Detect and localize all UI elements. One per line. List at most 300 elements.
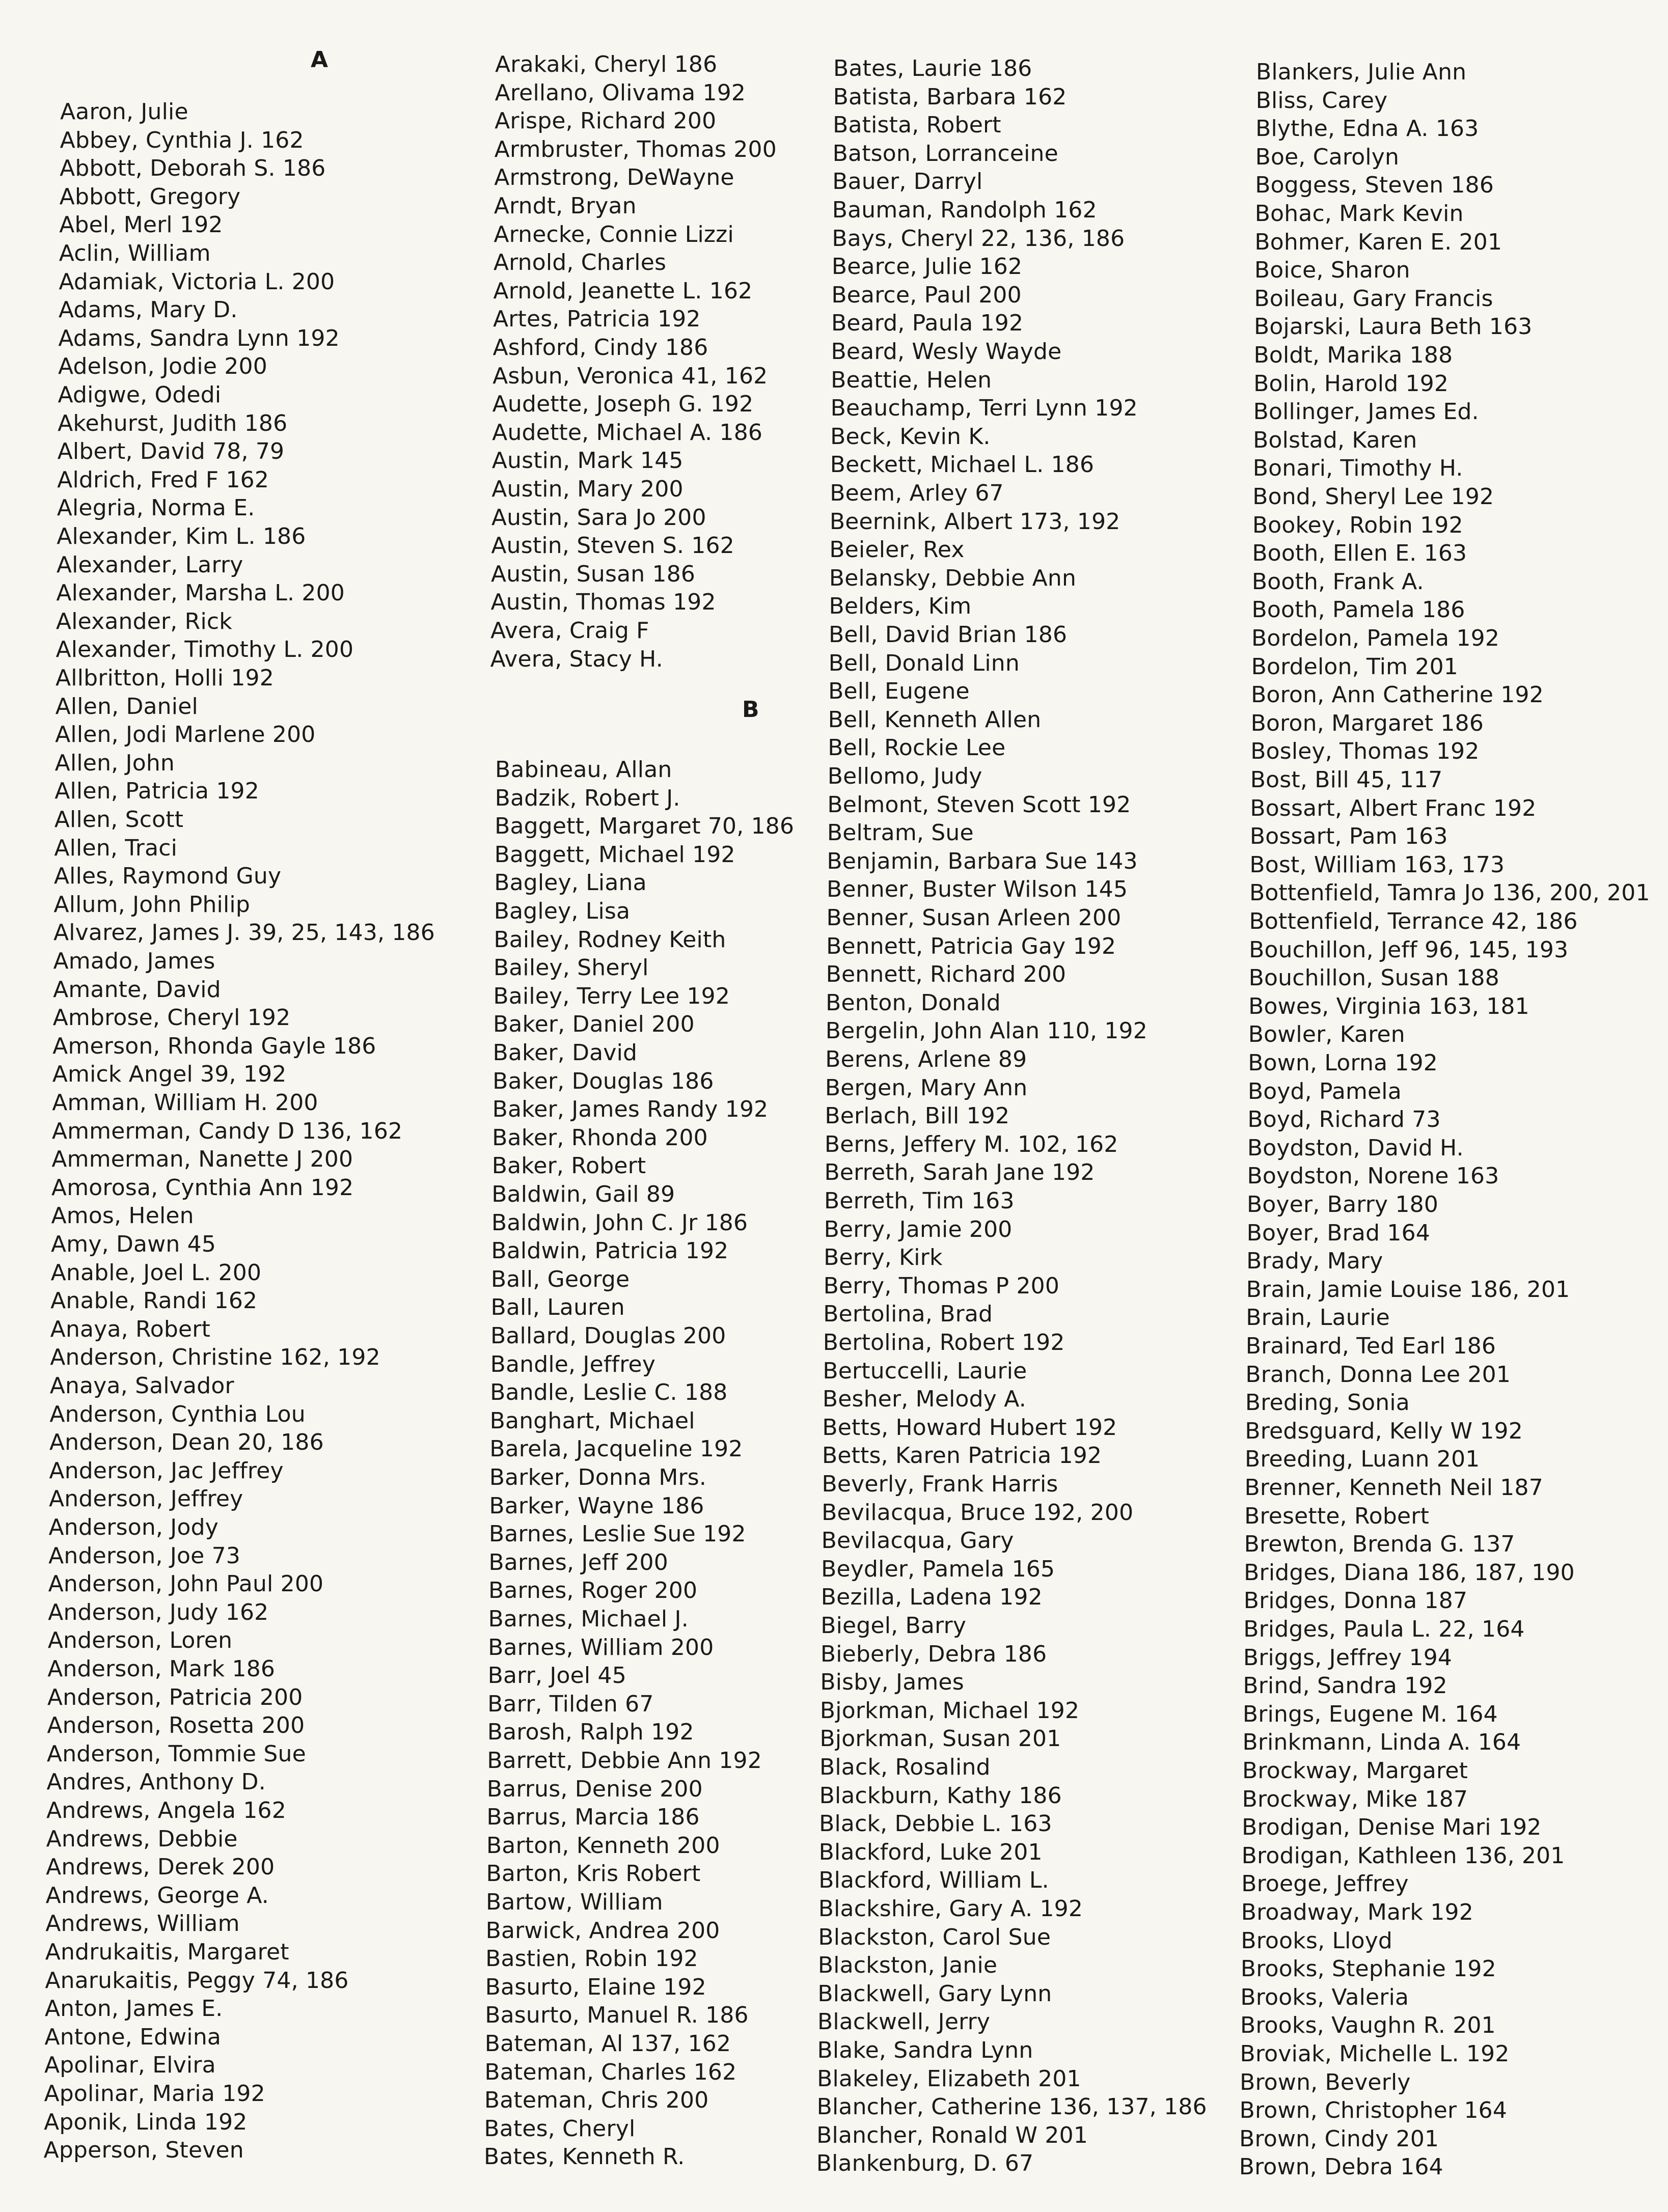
index-entry: Booth, Frank A. <box>1251 568 1424 595</box>
index-entry: Bailey, Rodney Keith <box>494 926 726 953</box>
index-entry: Barnes, Jeff 200 <box>488 1549 668 1575</box>
index-entry: Bagley, Lisa <box>494 898 631 924</box>
index-entry: Aponik, Linda 192 <box>44 2109 248 2135</box>
index-entry: Anderson, Cynthia Lou <box>49 1401 306 1427</box>
index-entry: Brooks, Stephanie 192 <box>1240 1956 1496 1982</box>
index-entry: Andres, Anthony D. <box>46 1769 266 1795</box>
index-entry: Bonari, Timothy H. <box>1252 455 1463 482</box>
index-entry: Barton, Kris Robert <box>486 1861 701 1887</box>
index-entry: Beieler, Rex <box>829 537 965 563</box>
index-entry: Basurto, Elaine 192 <box>485 1974 706 2000</box>
index-entry: Bond, Sheryl Lee 192 <box>1252 484 1494 510</box>
index-entry: Bjorkman, Susan 201 <box>819 1726 1061 1752</box>
index-entry: Barnes, Roger 200 <box>488 1578 698 1604</box>
index-entry: Bastien, Robin 192 <box>485 1946 698 1972</box>
index-entry: Anarukaitis, Peggy 74, 186 <box>45 1967 349 1994</box>
index-entry: Bresette, Robert <box>1244 1503 1430 1529</box>
index-entry: Boyer, Barry 180 <box>1247 1192 1439 1218</box>
index-entry: Beard, Paula 192 <box>831 310 1024 337</box>
index-entry: Broviak, Michelle L. 192 <box>1240 2041 1510 2067</box>
index-entry: Beauchamp, Terri Lynn 192 <box>830 395 1138 422</box>
index-entry: Beernink, Albert 173, 192 <box>829 508 1120 535</box>
index-entry: Bartow, William <box>486 1889 663 1915</box>
index-column-2 <box>483 0 841 2212</box>
index-entry: Bays, Cheryl 22, 136, 186 <box>832 225 1125 252</box>
index-entry: Asbun, Veronica 41, 162 <box>493 363 768 389</box>
index-entry: Arispe, Richard 200 <box>495 108 717 134</box>
index-entry: Adams, Mary D. <box>58 297 238 323</box>
index-entry: Allum, John Philip <box>53 891 250 918</box>
index-entry: Benjamin, Barbara Sue 143 <box>827 848 1138 874</box>
section-header-a: A <box>311 47 329 73</box>
index-entry: Bohac, Mark Kevin <box>1254 201 1464 227</box>
index-entry: Breding, Sonia <box>1245 1390 1410 1416</box>
index-entry: Bowler, Karen <box>1248 1021 1405 1048</box>
index-entry: Berens, Arlene 89 <box>825 1046 1027 1072</box>
index-entry: Bearce, Paul 200 <box>831 282 1022 308</box>
index-entry: Ballard, Douglas 200 <box>490 1323 726 1349</box>
index-entry: Barker, Donna Mrs. <box>489 1464 707 1490</box>
index-entry: Black, Debbie L. 163 <box>819 1811 1052 1837</box>
index-entry: Brooks, Vaughn R. 201 <box>1240 2012 1496 2039</box>
index-entry: Anable, Joel L. 200 <box>50 1259 262 1286</box>
index-entry: Boydston, David H. <box>1247 1135 1464 1161</box>
index-entry: Bohmer, Karen E. 201 <box>1254 229 1502 255</box>
index-entry: Andrukaitis, Margaret <box>45 1939 289 1965</box>
index-entry: Adamiak, Victoria L. 200 <box>59 268 335 295</box>
index-entry: Austin, Thomas 192 <box>490 589 716 616</box>
index-entry: Boyer, Brad 164 <box>1246 1220 1430 1246</box>
index-entry: Blake, Sandra Lynn <box>817 2037 1033 2063</box>
index-entry: Amman, William H. 200 <box>52 1090 318 1116</box>
index-entry: Bates, Laurie 186 <box>833 56 1032 81</box>
index-entry: Brown, Christopher 164 <box>1239 2097 1508 2124</box>
index-entry: Broege, Jeffrey <box>1241 1871 1409 1897</box>
index-entry: Bridges, Diana 186, 187, 190 <box>1244 1559 1575 1586</box>
index-entry: Andrews, Angela 162 <box>46 1798 286 1823</box>
index-entry: Beem, Arley 67 <box>830 480 1004 506</box>
index-entry: Bisby, James <box>820 1669 964 1696</box>
index-entry: Bottenfield, Tamra Jo 136, 200, 201 <box>1249 880 1650 906</box>
section-header-b: B <box>742 697 759 723</box>
index-entry: Bolin, Harold 192 <box>1253 370 1449 397</box>
index-entry: Boydston, Norene 163 <box>1247 1163 1499 1190</box>
index-entry: Bateman, Al 137, 162 <box>484 2031 731 2057</box>
index-entry: Bojarski, Laura Beth 163 <box>1253 314 1533 340</box>
index-entry: Aldrich, Fred F 162 <box>57 466 269 493</box>
index-entry: Bordelon, Pamela 192 <box>1251 625 1500 651</box>
index-entry: Ball, George <box>490 1266 630 1292</box>
index-entry: Anderson, Rosetta 200 <box>47 1712 305 1739</box>
index-entry: Baker, Douglas 186 <box>493 1068 714 1094</box>
index-entry: Armstrong, DeWayne <box>494 164 734 191</box>
index-entry: Blankers, Julie Ann <box>1256 59 1467 85</box>
index-entry: Abel, Merl 192 <box>59 212 223 238</box>
index-entry: Bell, David Brian 186 <box>829 622 1068 648</box>
index-entry: Bookey, Robin 192 <box>1252 512 1463 538</box>
index-entry: Belders, Kim <box>829 593 972 620</box>
index-entry: Brenner, Kenneth Neil 187 <box>1244 1475 1543 1501</box>
index-entry: Blackburn, Kathy 186 <box>819 1782 1062 1809</box>
index-entry: Bossart, Pam 163 <box>1249 823 1448 850</box>
index-entry: Brain, Jamie Louise 186, 201 <box>1246 1276 1570 1303</box>
index-entry: Ammerman, Nanette J 200 <box>51 1146 353 1173</box>
index-entry: Booth, Ellen E. 163 <box>1252 540 1467 567</box>
index-entry: Bertolina, Brad <box>823 1301 993 1328</box>
index-entry: Anderson, Joe 73 <box>48 1542 240 1569</box>
index-entry: Boggess, Steven 186 <box>1255 172 1494 199</box>
index-entry: Anaya, Salvador <box>49 1373 234 1399</box>
index-entry: Apolinar, Maria 192 <box>44 2081 265 2107</box>
index-entry: Branch, Donna Lee 201 <box>1245 1361 1511 1388</box>
index-entry: Anderson, Judy 162 <box>48 1599 269 1625</box>
index-entry: Booth, Pamela 186 <box>1251 597 1465 623</box>
index-entry: Ambrose, Cheryl 192 <box>52 1005 291 1031</box>
index-entry: Andrews, Debbie <box>46 1826 238 1852</box>
index-entry: Blackford, William L. <box>818 1867 1049 1894</box>
index-entry: Baldwin, Patricia 192 <box>491 1238 729 1264</box>
index-entry: Bell, Eugene <box>828 678 970 705</box>
index-entry: Baker, David <box>493 1040 638 1066</box>
index-entry: Anderson, Patricia 200 <box>47 1684 303 1710</box>
index-entry: Bliss, Carey <box>1255 87 1388 114</box>
index-entry: Anderson, Jody <box>48 1514 218 1540</box>
index-entry: Briggs, Jeffrey 194 <box>1243 1644 1453 1671</box>
index-entry: Brockway, Mike 187 <box>1242 1786 1468 1812</box>
index-entry: Alexander, Kim L. 186 <box>57 523 306 549</box>
index-entry: Arellano, Olivama 192 <box>495 79 746 106</box>
index-entry: Bertolina, Robert 192 <box>823 1330 1065 1356</box>
index-entry: Audette, Joseph G. 192 <box>492 391 754 418</box>
index-entry: Artes, Patricia 192 <box>493 306 701 333</box>
index-entry: Bell, Kenneth Allen <box>828 706 1042 733</box>
index-entry: Anderson, Christine 162, 192 <box>50 1344 380 1371</box>
index-entry: Arnecke, Connie Lizzi <box>494 221 734 247</box>
index-entry: Albert, David 78, 79 <box>57 438 285 465</box>
index-entry: Austin, Sara Jo 200 <box>491 504 706 531</box>
index-entry: Austin, Mary 200 <box>491 476 683 502</box>
index-entry: Boron, Margaret 186 <box>1250 710 1484 736</box>
index-entry: Brind, Sandra 192 <box>1243 1673 1447 1699</box>
index-entry: Baker, Daniel 200 <box>493 1011 695 1038</box>
index-entry: Brown, Cindy 201 <box>1239 2125 1439 2152</box>
index-entry: Blakeley, Elizabeth 201 <box>817 2065 1081 2092</box>
index-entry: Amante, David <box>53 976 221 1003</box>
index-entry: Basurto, Manuel R. 186 <box>485 2002 749 2029</box>
index-entry: Austin, Susan 186 <box>490 561 696 587</box>
index-entry: Beydler, Pamela 165 <box>821 1556 1055 1582</box>
index-column-4 <box>1239 0 1663 2212</box>
index-entry: Bottenfield, Terrance 42, 186 <box>1249 908 1578 934</box>
index-entry: Allen, Jodi Marlene 200 <box>55 722 316 748</box>
index-entry: Brooks, Lloyd <box>1241 1927 1393 1954</box>
index-entry: Baker, Robert <box>491 1153 646 1179</box>
index-entry: Bost, Bill 45, 117 <box>1250 767 1443 793</box>
index-entry: Anderson, John Paul 200 <box>48 1571 324 1597</box>
index-entry: Broadway, Mark 192 <box>1241 1899 1473 1925</box>
index-entry: Avera, Stacy H. <box>490 646 663 672</box>
index-entry: Anderson, Dean 20, 186 <box>49 1429 324 1456</box>
index-entry: Black, Rosalind <box>819 1754 991 1780</box>
index-entry: Allen, Scott <box>54 807 184 833</box>
index-entry: Baldwin, John C. Jr 186 <box>491 1209 748 1236</box>
index-entry: Alexander, Larry <box>56 551 243 578</box>
index-entry: Blackston, Janie <box>817 1952 998 1979</box>
index-entry: Beckett, Michael L. 186 <box>830 452 1095 478</box>
index-entry: Brodigan, Denise Mari 192 <box>1242 1814 1542 1841</box>
index-entry: Ammerman, Candy D 136, 162 <box>51 1118 403 1144</box>
index-entry: Bateman, Chris 200 <box>484 2087 709 2114</box>
index-entry: Berry, Kirk <box>824 1245 943 1271</box>
index-entry: Barrus, Marcia 186 <box>486 1804 700 1831</box>
index-entry: Beck, Kevin K. <box>830 423 991 450</box>
index-entry: Barela, Jacqueline 192 <box>489 1436 743 1462</box>
index-entry: Baker, James Randy 192 <box>492 1096 769 1123</box>
index-entry: Blackshire, Gary A. 192 <box>818 1896 1083 1922</box>
index-entry: Austin, Steven S. 162 <box>491 533 734 559</box>
index-entry: Boyd, Richard 73 <box>1247 1107 1441 1133</box>
index-entry: Bennett, Richard 200 <box>826 961 1067 988</box>
index-entry: Bouchillon, Susan 188 <box>1248 965 1499 991</box>
index-entry: Bailey, Sheryl <box>493 955 649 981</box>
index-entry: Brings, Eugene M. 164 <box>1242 1701 1498 1727</box>
index-entry: Bell, Rockie Lee <box>828 735 1006 761</box>
index-entry: Blackwell, Gary Lynn <box>817 1980 1052 2007</box>
index-entry: Bennett, Patricia Gay 192 <box>826 933 1116 959</box>
index-entry: Amado, James <box>53 948 215 974</box>
index-entry: Barosh, Ralph 192 <box>487 1719 694 1746</box>
index-entry: Beard, Wesly Wayde <box>831 339 1062 365</box>
index-entry: Biegel, Barry <box>821 1613 967 1639</box>
index-entry: Armbruster, Thomas 200 <box>494 136 777 162</box>
index-entry: Allen, Traci <box>54 835 178 861</box>
index-entry: Brinkmann, Linda A. 164 <box>1242 1729 1521 1756</box>
index-entry: Barnes, William 200 <box>488 1634 714 1661</box>
index-entry: Belansky, Debbie Ann <box>829 565 1077 591</box>
index-entry: Bauman, Randolph 162 <box>832 197 1097 223</box>
index-entry: Alvarez, James J. 39, 25, 143, 186 <box>53 920 435 946</box>
index-entry: Austin, Mark 145 <box>491 448 683 474</box>
index-entry: Alexander, Rick <box>56 608 232 634</box>
index-entry: Baldwin, Gail 89 <box>491 1181 675 1207</box>
index-entry: Bouchillon, Jeff 96, 145, 193 <box>1249 936 1569 963</box>
index-entry: Arndt, Bryan <box>494 193 637 219</box>
index-entry: Anaya, Robert <box>50 1316 211 1342</box>
index-entry: Allen, Patricia 192 <box>54 778 259 805</box>
index-column-3 <box>816 0 1241 2212</box>
index-entry: Bandle, Leslie C. 188 <box>490 1379 728 1406</box>
index-entry: Ashford, Cindy 186 <box>493 335 708 361</box>
index-entry: Barrett, Debbie Ann 192 <box>487 1748 762 1774</box>
index-entry: Barr, Joel 45 <box>487 1663 626 1689</box>
index-entry: Alexander, Marsha L. 200 <box>56 580 345 606</box>
index-entry: Anderson, Jeffrey <box>48 1486 243 1512</box>
index-entry: Banghart, Michael <box>489 1407 695 1434</box>
index-entry: Berry, Thomas P 200 <box>823 1273 1060 1299</box>
index-entry: Barrus, Denise 200 <box>486 1776 703 1802</box>
index-entry: Adelson, Jodie 200 <box>58 353 267 380</box>
index-entry: Boe, Carolyn <box>1255 144 1400 170</box>
index-entry: Besher, Melody A. <box>822 1386 1026 1413</box>
index-entry: Bollinger, James Ed. <box>1253 399 1479 425</box>
index-entry: Amerson, Rhonda Gayle 186 <box>52 1033 376 1059</box>
index-entry: Batson, Lorranceine <box>832 140 1058 167</box>
index-entry: Bost, William 163, 173 <box>1249 851 1505 878</box>
index-entry: Berry, Jamie 200 <box>824 1216 1013 1242</box>
index-entry: Aaron, Julie <box>60 99 188 125</box>
index-entry: Arnold, Charles <box>493 250 667 276</box>
index-entry: Andrews, George A. <box>45 1882 269 1909</box>
index-entry: Beverly, Frank Harris <box>822 1471 1058 1497</box>
index-entry: Aclin, William <box>59 240 211 266</box>
index-entry: Bossart, Albert Franc 192 <box>1250 795 1537 821</box>
index-entry: Boice, Sharon <box>1254 257 1410 284</box>
index-entry: Berns, Jeffery M. 102, 162 <box>824 1131 1118 1157</box>
index-entry: Blackford, Luke 201 <box>818 1839 1043 1865</box>
index-entry: Arnold, Jeanette L. 162 <box>493 278 753 304</box>
index-entry: Bailey, Terry Lee 192 <box>493 983 730 1009</box>
index-entry: Bjorkman, Michael 192 <box>819 1697 1080 1724</box>
index-entry: Blankenburg, D. 67 <box>816 2150 1034 2177</box>
index-entry: Allen, Daniel <box>55 693 198 720</box>
index-entry: Bates, Cheryl <box>484 2115 636 2142</box>
index-entry: Bridges, Paula L. 22, 164 <box>1243 1616 1525 1642</box>
index-entry: Bates, Kenneth R. <box>483 2144 685 2170</box>
index-entry: Brooks, Valeria <box>1240 1984 1409 2010</box>
index-entry: Ball, Lauren <box>490 1294 625 1321</box>
index-entry: Bauer, Darryl <box>832 169 983 195</box>
index-entry: Abbey, Cynthia J. 162 <box>60 127 304 153</box>
index-entry: Alles, Raymond Guy <box>53 863 282 890</box>
index-entry: Barker, Wayne 186 <box>489 1492 704 1519</box>
index-entry: Bevilacqua, Gary <box>821 1528 1014 1554</box>
index-entry: Abbott, Deborah S. 186 <box>60 155 326 182</box>
index-entry: Bown, Lorna 192 <box>1248 1050 1438 1076</box>
index-entry: Batista, Robert <box>833 112 1001 139</box>
index-entry: Babineau, Allan <box>495 757 672 783</box>
index-entry: Anderson, Tommie Sue <box>46 1740 306 1767</box>
index-entry: Blythe, Edna A. 163 <box>1255 116 1479 142</box>
index-entry: Amorosa, Cynthia Ann 192 <box>51 1174 354 1201</box>
index-entry: Breeding, Luann 201 <box>1244 1446 1480 1473</box>
index-entry: Baggett, Michael 192 <box>494 841 735 868</box>
index-entry: Barnes, Michael J. <box>488 1606 689 1632</box>
index-entry: Akehurst, Judith 186 <box>58 410 288 436</box>
index-entry: Berreth, Tim 163 <box>824 1188 1015 1214</box>
index-entry: Bagley, Liana <box>494 870 647 896</box>
index-entry: Brown, Beverly <box>1240 2069 1411 2095</box>
index-entry: Amos, Helen <box>51 1203 194 1229</box>
index-entry: Bosley, Thomas 192 <box>1250 738 1480 765</box>
index-entry: Barton, Kenneth 200 <box>486 1832 720 1859</box>
index-entry: Bridges, Donna 187 <box>1243 1588 1468 1614</box>
index-entry: Betts, Karen Patricia 192 <box>822 1443 1102 1469</box>
index-entry: Baggett, Margaret 70, 186 <box>495 813 795 840</box>
index-entry: Blackwell, Jerry <box>817 2009 991 2035</box>
index-entry: Brockway, Margaret <box>1242 1758 1468 1784</box>
index-entry: Benner, Buster Wilson 145 <box>826 876 1128 903</box>
index-entry: Bellomo, Judy <box>827 763 982 789</box>
index-entry: Baker, Rhonda 200 <box>492 1124 708 1151</box>
index-entry: Abbott, Gregory <box>59 183 241 210</box>
index-entry: Bandle, Jeffrey <box>490 1351 656 1377</box>
index-entry: Amy, Dawn 45 <box>51 1231 216 1257</box>
index-entry: Arakaki, Cheryl 186 <box>495 51 718 77</box>
index-entry: Apolinar, Elvira <box>44 2052 216 2079</box>
index-entry: Anable, Randi 162 <box>50 1288 258 1314</box>
index-entry: Allbritton, Holli 192 <box>56 665 274 691</box>
index-entry: Bevilacqua, Bruce 192, 200 <box>822 1499 1134 1526</box>
index-entry: Alegria, Norma E. <box>57 495 255 521</box>
index-entry: Bredsguard, Kelly W 192 <box>1245 1418 1523 1444</box>
index-entry: Andrews, Derek 200 <box>46 1854 275 1881</box>
index-entry: Avera, Craig F <box>490 618 649 644</box>
index-entry: Andrews, William <box>45 1911 240 1937</box>
index-entry: Bezilla, Ladena 192 <box>821 1584 1043 1611</box>
index-entry: Blancher, Ronald W 201 <box>816 2122 1088 2148</box>
index-entry: Berreth, Sarah Jane 192 <box>824 1159 1095 1186</box>
index-entry: Adams, Sandra Lynn 192 <box>58 325 340 351</box>
index-entry: Brodigan, Kathleen 136, 201 <box>1241 1842 1565 1869</box>
index-entry: Benner, Susan Arleen 200 <box>826 905 1122 931</box>
index-entry: Audette, Michael A. 186 <box>492 419 763 446</box>
index-entry: Benton, Donald <box>826 989 1001 1016</box>
index-entry: Batista, Barbara 162 <box>833 84 1067 110</box>
index-entry: Badzik, Robert J. <box>495 785 680 811</box>
index-entry: Beltram, Sue <box>827 820 974 846</box>
index-entry: Bordelon, Tim 201 <box>1251 653 1458 680</box>
index-entry: Brainard, Ted Earl 186 <box>1245 1333 1496 1359</box>
index-entry: Amick Angel 39, 192 <box>52 1061 287 1088</box>
index-entry: Bergen, Mary Ann <box>825 1074 1028 1101</box>
index-entry: Beattie, Helen <box>831 367 992 393</box>
index-entry: Bolstad, Karen <box>1253 427 1417 453</box>
index-entry: Barnes, Leslie Sue 192 <box>488 1521 746 1547</box>
index-entry: Anderson, Mark 186 <box>47 1656 276 1682</box>
index-entry: Apperson, Steven <box>43 2137 244 2164</box>
index-entry: Anderson, Loren <box>47 1627 233 1654</box>
index-entry: Belmont, Steven Scott 192 <box>827 791 1131 818</box>
index-entry: Alexander, Timothy L. 200 <box>56 637 354 663</box>
index-entry: Betts, Howard Hubert 192 <box>822 1414 1117 1441</box>
index-entry: Brown, Debra 164 <box>1239 2154 1443 2180</box>
index-entry: Bertuccelli, Laurie <box>823 1358 1027 1384</box>
index-entry: Allen, John <box>54 750 175 776</box>
index-entry: Brewton, Brenda G. 137 <box>1244 1531 1515 1558</box>
index-column-1 <box>43 0 457 2212</box>
index-entry: Barr, Tilden 67 <box>487 1691 654 1717</box>
index-entry: Barwick, Andrea 200 <box>485 1917 720 1944</box>
index-entry: Bell, Donald Linn <box>828 650 1020 676</box>
index-entry: Adigwe, Odedi <box>58 382 222 408</box>
index-entry: Bieberly, Debra 186 <box>820 1641 1047 1667</box>
index-entry: Anderson, Jac Jeffrey <box>49 1457 284 1484</box>
index-entry: Bergelin, John Alan 110, 192 <box>825 1018 1147 1044</box>
index-entry: Antone, Edwina <box>44 2024 222 2050</box>
index-entry: Anton, James E. <box>44 1996 223 2022</box>
index-entry: Bowes, Virginia 163, 181 <box>1248 993 1529 1019</box>
index-entry: Brain, Laurie <box>1246 1305 1390 1331</box>
index-entry: Boileau, Gary Francis <box>1254 285 1493 312</box>
index-entry: Boron, Ann Catherine 192 <box>1251 682 1544 708</box>
index-entry: Berlach, Bill 192 <box>825 1103 1010 1129</box>
index-entry: Bateman, Charles 162 <box>484 2059 737 2085</box>
index-entry: Blackston, Carol Sue <box>818 1924 1051 1950</box>
index-entry: Brady, Mary <box>1246 1248 1383 1275</box>
index-entry: Boyd, Pamela <box>1247 1078 1402 1104</box>
index-entry: Blancher, Catherine 136, 137, 186 <box>816 2094 1207 2120</box>
index-entry: Bearce, Julie 162 <box>831 254 1023 280</box>
